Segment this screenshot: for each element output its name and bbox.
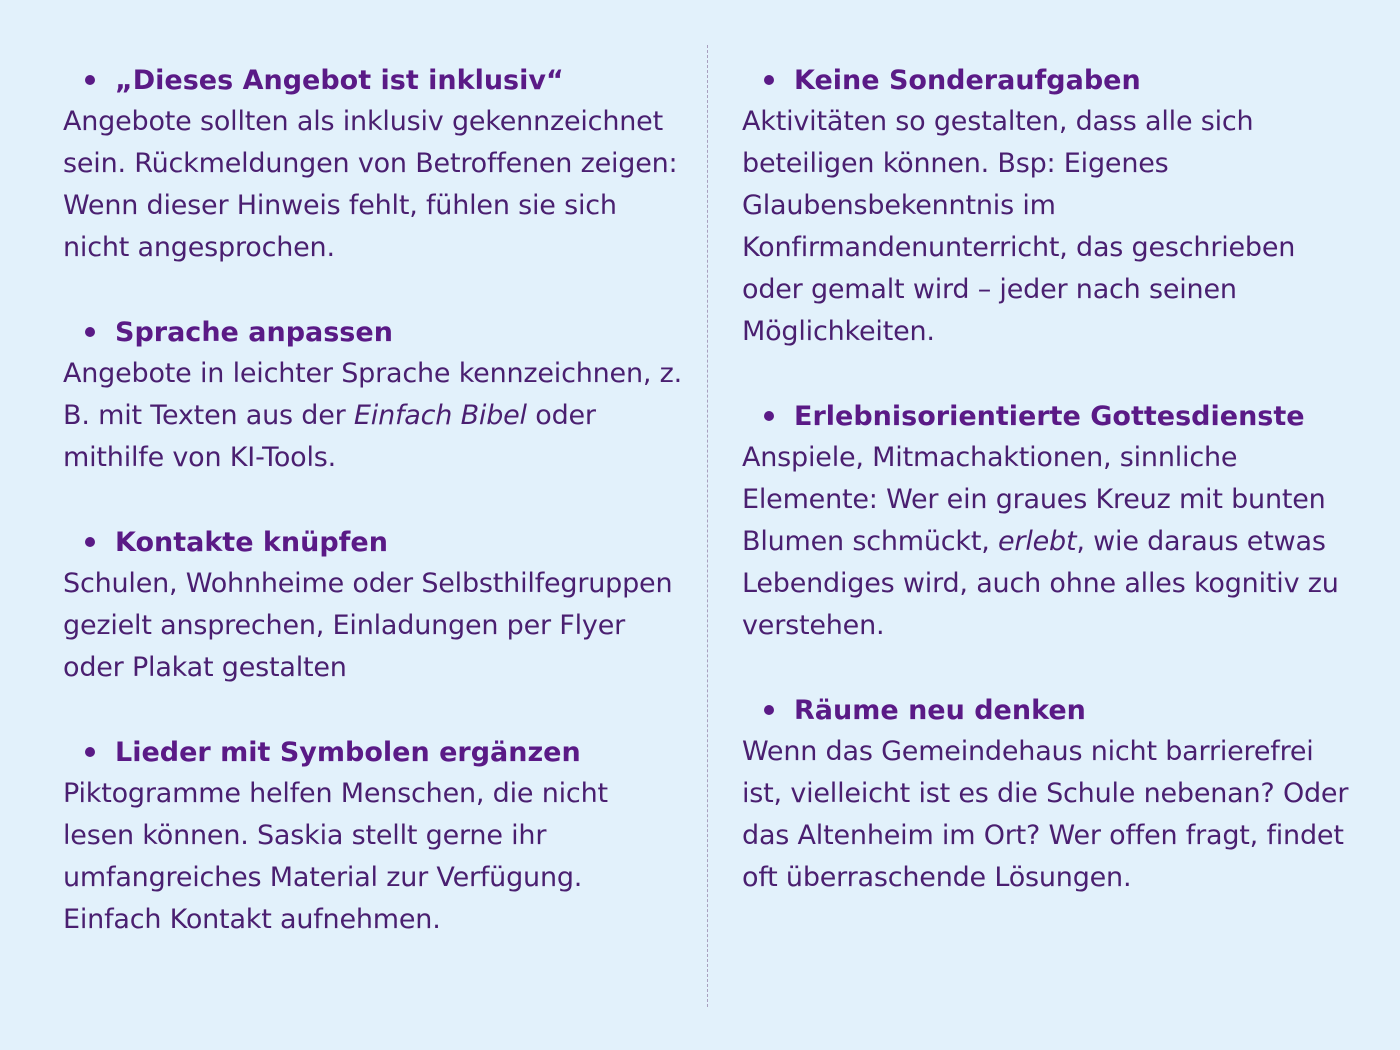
bullet-icon <box>85 75 95 85</box>
list-item <box>63 59 683 269</box>
item-heading-text: Sprache anpassen <box>115 316 393 348</box>
list-item <box>742 59 1352 353</box>
item-heading-text: „Dieses Angebot ist inklusiv“ <box>115 64 564 96</box>
item-body: Piktogramme helfen Menschen, die nicht lesen können. Saskia stellt gerne ihr umfangreiches Material zur Verfügung. Einfach Kontakt aufnehmen. <box>63 778 608 935</box>
item-heading-text: Erlebnisorientierte Gottesdienste <box>794 400 1305 432</box>
list-item <box>742 689 1352 899</box>
item-heading <box>742 395 1352 437</box>
item-body: Aktivitäten so gestalten, dass alle sich beteiligen können. Bsp: Eigenes Glaubensbekenntnis im Konfirmandenunterricht, das geschrieben oder gemalt wird – jeder nach seinen Möglichkeiten. <box>742 106 1296 347</box>
list-item <box>742 395 1352 647</box>
item-heading <box>63 311 683 353</box>
item-heading <box>63 731 683 773</box>
item-body: Wenn das Gemeindehaus nicht barrierefrei ist, vielleicht ist es die Schule nebenan? Oder das Altenheim im Ort? Wer offen fragt, findet oft überraschende Lösungen. <box>742 736 1349 893</box>
item-body <box>742 437 1352 647</box>
item-body-text: Anspiele, Mitmachaktionen, sinnliche Elemente: Wer ein graues Kreuz mit bunten Blumen schmückt, <box>742 442 1326 557</box>
item-heading <box>63 521 683 563</box>
bullet-icon <box>764 411 774 421</box>
column-divider <box>707 45 708 1007</box>
bullet-icon <box>85 537 95 547</box>
item-body-text: Angebote in leichter Sprache kennzeichnen, z. B. mit Texten aus der <box>63 358 683 431</box>
item-heading-text: Kontakte knüpfen <box>115 526 388 558</box>
bullet-icon <box>764 75 774 85</box>
item-heading-text: Räume neu denken <box>794 694 1086 726</box>
item-body-text: , wie daraus etwas Lebendiges wird, auch ohne alles kognitiv zu verstehen. <box>742 526 1339 641</box>
bullet-icon <box>764 705 774 715</box>
item-body-emphasis: Einfach Bibel <box>353 400 527 431</box>
item-heading <box>742 689 1352 731</box>
left-column <box>63 59 683 983</box>
item-heading <box>742 59 1352 101</box>
item-heading-text: Lieder mit Symbolen ergänzen <box>115 736 581 768</box>
list-item <box>63 731 683 941</box>
item-body-text: oder mithilfe von KI-Tools. <box>63 400 596 473</box>
right-column <box>742 59 1352 941</box>
item-body <box>63 353 683 479</box>
list-item <box>63 521 683 689</box>
item-heading <box>63 59 683 101</box>
item-body: Schulen, Wohnheime oder Selbsthilfegruppen gezielt ansprechen, Einladungen per Flyer oder Plakat gestalten <box>63 568 673 683</box>
bullet-icon <box>85 747 95 757</box>
list-item <box>63 311 683 479</box>
bullet-icon <box>85 327 95 337</box>
item-body-emphasis: erlebt <box>998 526 1077 557</box>
item-body: Angebote sollten als inklusiv gekennzeichnet sein. Rückmeldungen von Betroffenen zeigen: Wenn dieser Hinweis fehlt, fühlen sie sich nicht angesprochen. <box>63 106 678 263</box>
item-heading-text: Keine Sonderaufgaben <box>794 64 1141 96</box>
